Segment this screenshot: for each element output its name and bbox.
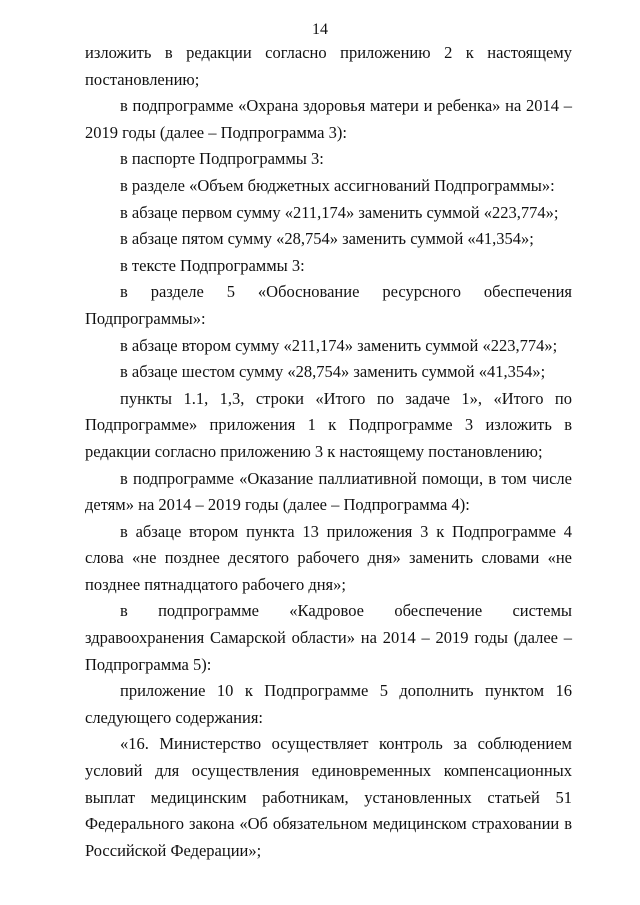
paragraph-16: «16. Министерство осуществляет контроль за соблюдением условий для осуществления единовременных компенсационных выплат медицинским работникам, установленных статьей 51 Федерального закона «Об обязательном медицинском страховании в Российской Федерации»; <box>85 734 572 860</box>
paragraph-11: пункты 1.1, 1,3, строки «Итого по задаче 1», «Итого по Подпрограмме» приложения 1 к Подпрограмме 3 изложить в редакции согласно приложению 3 к настоящему постановлению; <box>85 388 572 461</box>
paragraph-9: в абзаце втором сумму «211,174» заменить суммой «223,774»; <box>120 335 558 355</box>
paragraph-8: в разделе 5 «Обоснование ресурсного обеспечения Подпрограммы»: <box>85 282 572 328</box>
paragraph-2: в подпрограмме «Охрана здоровья матери и ребенка» на 2014 – 2019 годы (далее – Подпрограмма 3): <box>85 96 572 142</box>
paragraph-15: приложение 10 к Подпрограмме 5 дополнить пунктом 16 следующего содержания: <box>85 681 572 727</box>
paragraph-14: в подпрограмме «Кадровое обеспечение системы здравоохранения Самарской области» на 2014 – 2019 годы (далее – Подпрограмма 5): <box>85 601 572 674</box>
paragraph-3: в паспорте Подпрограммы 3: <box>120 149 324 169</box>
document-body <box>85 40 572 864</box>
page-number: 14 <box>312 21 328 38</box>
paragraph-13: в абзаце втором пункта 13 приложения 3 к Подпрограмме 4 слова «не позднее десятого рабочего дня» заменить словами «не позднее пятнадцатого рабочего дня»; <box>85 521 572 594</box>
paragraph-12: в подпрограмме «Оказание паллиативной помощи, в том числе детям» на 2014 – 2019 годы (далее – Подпрограмма 4): <box>85 468 572 515</box>
paragraph-1: изложить в редакции согласно приложению 2 к настоящему постановлению; <box>85 43 572 89</box>
paragraph-10: в абзаце шестом сумму «28,754» заменить суммой «41,354»; <box>120 362 546 382</box>
paragraph-7: в тексте Подпрограммы 3: <box>120 255 305 275</box>
paragraph-4: в разделе «Объем бюджетных ассигнований Подпрограммы»: <box>120 175 555 195</box>
paragraph-5: в абзаце первом сумму «211,174» заменить суммой «223,774»; <box>120 202 559 222</box>
paragraph-6: в абзаце пятом сумму «28,754» заменить суммой «41,354»; <box>120 229 534 249</box>
